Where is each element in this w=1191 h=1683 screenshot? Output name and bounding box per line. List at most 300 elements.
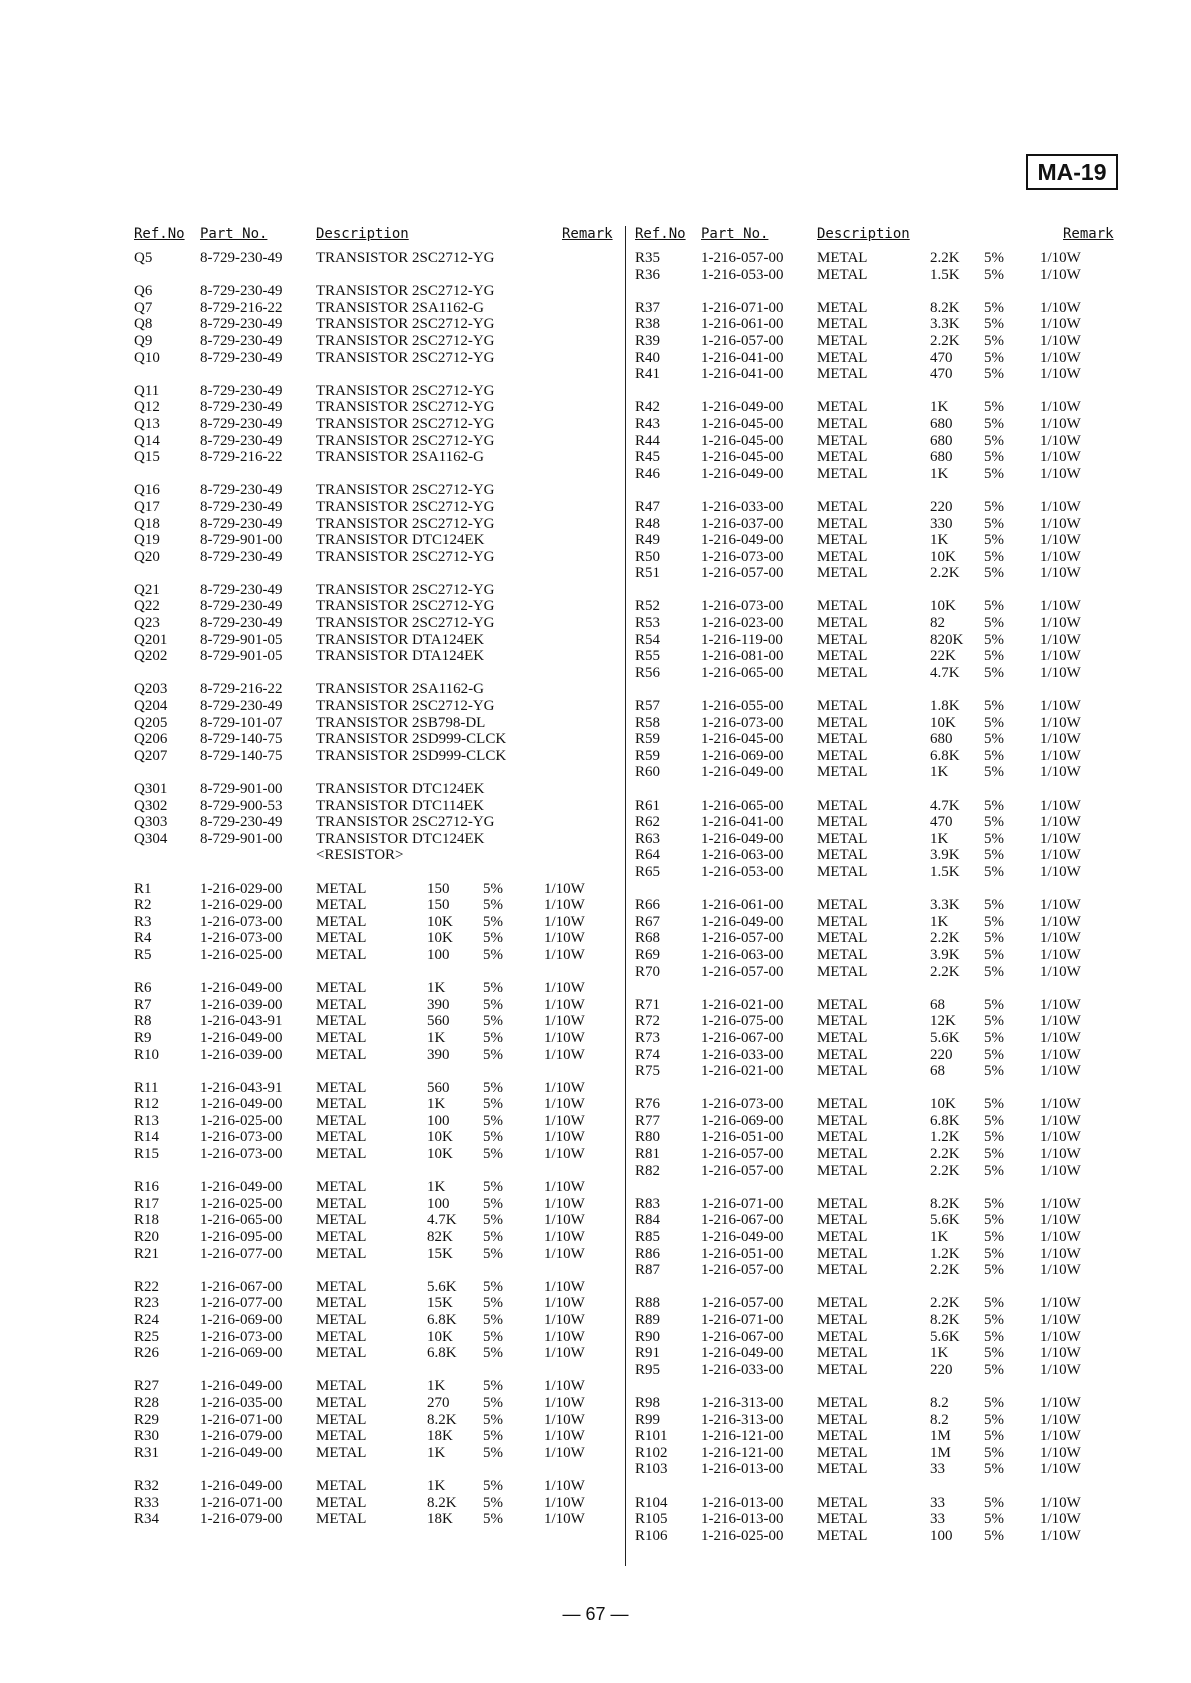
tolerance: 5% [483,1029,503,1046]
description: METAL [817,415,868,432]
description: METAL [817,548,868,565]
column-headers-left [134,226,612,250]
part-no: 1-216-023-00 [701,615,784,632]
part-no: 1-216-313-00 [701,1411,784,1428]
remark-wattage: 1/10W [544,1494,585,1511]
part-no: 8-729-230-49 [200,399,283,416]
part-group [134,881,612,964]
part-group [134,980,612,1063]
part-no: 1-216-053-00 [701,863,784,880]
table-row [635,1295,1115,1312]
description: METAL [316,1494,367,1511]
tolerance: 5% [483,1345,503,1362]
remark-wattage: 1/10W [1040,1162,1081,1179]
tolerance: 5% [984,863,1004,880]
tolerance: 5% [984,332,1004,349]
ref-no: Q204 [134,698,168,715]
remark-wattage: 1/10W [1040,664,1081,681]
description: METAL [817,946,868,963]
ref-no: Q9 [134,332,153,349]
description: METAL [316,1129,367,1146]
ref-no: R85 [635,1229,661,1246]
description: METAL [316,1411,367,1428]
part-no: 1-216-071-00 [701,1195,784,1212]
table-row [134,598,612,615]
resistance-value: 1K [930,1229,949,1246]
part-no: 1-216-079-00 [200,1511,283,1528]
tolerance: 5% [984,847,1004,864]
table-row [635,1428,1115,1445]
part-no: 8-729-230-49 [200,332,283,349]
resistance-value: 8.2K [427,1494,457,1511]
tolerance: 5% [984,316,1004,333]
part-no: 8-729-230-49 [200,432,283,449]
tolerance: 5% [984,250,1004,266]
ref-no: R90 [635,1328,661,1345]
tolerance: 5% [984,963,1004,980]
remark-wattage: 1/10W [544,897,585,914]
part-no: 1-216-049-00 [200,1378,283,1395]
description: TRANSISTOR 2SC2712-YG [316,598,495,615]
remark-wattage: 1/10W [1040,598,1081,615]
resistance-value: 150 [427,880,450,897]
part-no: 1-216-061-00 [701,897,784,914]
tolerance: 5% [483,1328,503,1345]
part-no: 1-216-071-00 [701,299,784,316]
table-row [635,499,1115,516]
part-group [134,582,612,665]
parts-list-left [134,226,612,1528]
part-no: 1-216-049-00 [200,1029,283,1046]
tolerance: 5% [984,814,1004,831]
ref-no: R14 [134,1129,160,1146]
table-row [134,1345,612,1362]
remark-wattage: 1/10W [544,1345,585,1362]
part-no: 1-216-057-00 [701,1162,784,1179]
table-row [134,615,612,632]
table-row [134,1013,612,1030]
part-group [134,1179,612,1262]
tolerance: 5% [483,1212,503,1229]
table-row [134,1113,612,1130]
ref-no: R91 [635,1345,661,1362]
description: METAL [817,1229,868,1246]
description: TRANSISTOR 2SC2712-YG [316,814,495,831]
part-no: 8-729-216-22 [200,299,283,316]
resistance-value: 22K [930,648,956,665]
description: METAL [316,1229,367,1246]
part-no: 1-216-077-00 [200,1295,283,1312]
part-no: 1-216-061-00 [701,316,784,333]
tolerance: 5% [984,1511,1004,1528]
remark-wattage: 1/10W [1040,299,1081,316]
table-row [635,333,1115,350]
table-row [134,300,612,317]
remark-wattage: 1/10W [1040,731,1081,748]
part-no: 1-216-021-00 [701,1063,784,1080]
part-no: 1-216-063-00 [701,847,784,864]
description: METAL [817,1195,868,1212]
ref-no: R59 [635,747,661,764]
ref-no: R1 [134,880,152,897]
part-no: 1-216-029-00 [200,897,283,914]
part-no: 1-216-013-00 [701,1511,784,1528]
tolerance: 5% [483,946,503,963]
ref-no: R33 [134,1494,160,1511]
header-remark: Remark [1063,226,1114,242]
description: METAL [817,349,868,366]
ref-no: R56 [635,664,661,681]
part-group [134,1378,612,1461]
description: METAL [817,764,868,781]
part-no: 1-216-033-00 [701,498,784,515]
remark-wattage: 1/10W [1040,1013,1081,1030]
ref-no: R6 [134,980,152,997]
description: TRANSISTOR 2SC2712-YG [316,399,495,416]
remark-wattage: 1/10W [544,1312,585,1328]
description: TRANSISTOR 2SC2712-YG [316,482,495,499]
resistance-value: 8.2 [930,1394,949,1411]
table-row [134,847,612,864]
resistance-value: 330 [930,515,953,532]
ref-no: R27 [134,1378,160,1395]
table-row [635,532,1115,549]
part-no: 1-216-069-00 [200,1345,283,1362]
remark-wattage: 1/10W [1040,498,1081,515]
ref-no: R23 [134,1295,160,1312]
description: METAL [316,1428,367,1445]
part-no: 8-729-230-49 [200,615,283,632]
part-no: 1-216-049-00 [200,980,283,997]
resistance-value: 2.2K [930,930,960,947]
table-row [134,1395,612,1412]
part-no: 1-216-077-00 [200,1245,283,1262]
table-row [635,433,1115,450]
ref-no: R48 [635,515,661,532]
description: TRANSISTOR 2SC2712-YG [316,581,495,598]
part-no: 1-216-073-00 [200,1146,283,1163]
part-no: 8-729-901-05 [200,648,283,665]
table-row [134,1378,612,1395]
table-row [134,1129,612,1146]
table-row [635,914,1115,931]
table-row [635,416,1115,433]
description: TRANSISTOR 2SC2712-YG [316,432,495,449]
tolerance: 5% [984,1029,1004,1046]
part-group [134,1279,612,1362]
part-no: 1-216-045-00 [701,731,784,748]
ref-no: R58 [635,714,661,731]
remark-wattage: 1/10W [1040,847,1081,864]
remark-wattage: 1/10W [1040,449,1081,466]
ref-no: R84 [635,1212,661,1229]
resistance-value: 1.2K [930,1245,960,1262]
remark-wattage: 1/10W [544,980,585,997]
column-headers-right [635,226,1115,250]
tolerance: 5% [984,1096,1004,1113]
part-no: 1-216-049-00 [701,1229,784,1246]
part-no: 1-216-057-00 [701,332,784,349]
tolerance: 5% [984,548,1004,565]
description: METAL [817,1112,868,1129]
resistance-value: 3.3K [930,316,960,333]
part-no: 1-216-069-00 [701,1112,784,1129]
tolerance: 5% [483,1295,503,1312]
resistance-value: 10K [427,913,453,930]
ref-no: Q301 [134,781,168,797]
table-row [635,1329,1115,1346]
resistance-value: 680 [930,432,953,449]
table-row [134,1146,612,1163]
description: METAL [316,1046,367,1063]
table-row [635,466,1115,483]
remark-wattage: 1/10W [1040,266,1081,283]
ref-no: R57 [635,698,661,715]
resistance-value: 1K [930,830,949,847]
part-no: 1-216-057-00 [701,1262,784,1279]
ref-no: R88 [635,1295,661,1312]
tolerance: 5% [984,747,1004,764]
part-group [134,283,612,366]
ref-no: Q14 [134,432,160,449]
table-row [635,1262,1115,1279]
resistance-value: 820K [930,631,964,648]
table-row [635,250,1115,267]
description: METAL [316,880,367,897]
tolerance: 5% [984,1345,1004,1362]
table-row [134,1030,612,1047]
remark-wattage: 1/10W [544,1146,585,1163]
description: METAL [817,731,868,748]
description: METAL [817,1361,868,1378]
part-no: 1-216-049-00 [200,1444,283,1461]
part-group [134,482,612,565]
table-row [635,1129,1115,1146]
description: TRANSISTOR DTC124EK [316,781,485,797]
ref-no: R102 [635,1444,668,1461]
resistance-value: 82 [930,615,945,632]
resistance-value: 2.2K [930,963,960,980]
description: METAL [817,897,868,914]
table-row [635,1345,1115,1362]
resistance-value: 3.9K [930,946,960,963]
part-no: 1-216-013-00 [701,1494,784,1511]
description: METAL [817,1411,868,1428]
part-no: 1-216-095-00 [200,1229,283,1246]
description: TRANSISTOR 2SC2712-YG [316,498,495,515]
ref-no: R103 [635,1461,668,1478]
ref-no: R21 [134,1245,160,1262]
description: TRANSISTOR 2SC2712-YG [316,283,495,300]
part-no: 1-216-039-00 [200,1046,283,1063]
part-no: 1-216-049-00 [701,764,784,781]
table-row [635,1528,1115,1545]
table-row [635,964,1115,981]
remark-wattage: 1/10W [544,1477,585,1494]
table-row [134,1196,612,1213]
description: METAL [316,1212,367,1229]
description: METAL [817,332,868,349]
description: METAL [817,465,868,482]
tolerance: 5% [984,465,1004,482]
part-no: 1-216-069-00 [701,747,784,764]
ref-no: Q10 [134,349,160,366]
ref-no: R89 [635,1312,661,1328]
tolerance: 5% [984,631,1004,648]
table-row [635,947,1115,964]
tolerance: 5% [984,764,1004,781]
ref-no: R44 [635,432,661,449]
remark-wattage: 1/10W [544,1229,585,1246]
table-row [635,897,1115,914]
description: TRANSISTOR 2SD999-CLCK [316,731,507,748]
ref-no: Q206 [134,731,168,748]
table-row [134,947,612,964]
ref-no: R80 [635,1129,661,1146]
ref-no: R66 [635,897,661,914]
description: METAL [817,1511,868,1528]
tolerance: 5% [984,1129,1004,1146]
tolerance: 5% [984,515,1004,532]
tolerance: 5% [984,1212,1004,1229]
resistance-value: 33 [930,1461,945,1478]
part-no: 1-216-067-00 [701,1328,784,1345]
part-no: 8-729-230-49 [200,482,283,499]
ref-no: R41 [635,366,661,383]
remark-wattage: 1/10W [544,1394,585,1411]
ref-no: Q12 [134,399,160,416]
remark-wattage: 1/10W [1040,1063,1081,1080]
part-no: 1-216-081-00 [701,648,784,665]
remark-wattage: 1/10W [1040,698,1081,715]
tolerance: 5% [984,1013,1004,1030]
ref-no: Q5 [134,250,153,266]
resistance-value: 10K [427,1146,453,1163]
part-no: 1-216-063-00 [701,946,784,963]
part-no: 1-216-121-00 [701,1444,784,1461]
resistance-value: 470 [930,349,953,366]
description: METAL [817,615,868,632]
ref-no: R31 [134,1444,160,1461]
part-no: 1-216-033-00 [701,1361,784,1378]
part-no: 1-216-013-00 [701,1461,784,1478]
description: METAL [817,714,868,731]
part-no: 1-216-057-00 [701,565,784,582]
description: TRANSISTOR 2SC2712-YG [316,615,495,632]
tolerance: 5% [984,498,1004,515]
description: METAL [817,1146,868,1163]
ref-no: Q13 [134,415,160,432]
description: TRANSISTOR 2SC2712-YG [316,382,495,399]
resistance-value: 1K [930,532,949,549]
resistance-value: 15K [427,1245,453,1262]
part-no: 1-216-057-00 [701,1146,784,1163]
ref-no: R5 [134,946,152,963]
remark-wattage: 1/10W [1040,432,1081,449]
remark-wattage: 1/10W [1040,415,1081,432]
remark-wattage: 1/10W [1040,946,1081,963]
remark-wattage: 1/10W [1040,1411,1081,1428]
table-row [635,715,1115,732]
resistance-value: 1.2K [930,1129,960,1146]
table-row [134,582,612,599]
table-row [635,1030,1115,1047]
table-row [635,1013,1115,1030]
part-no: 1-216-025-00 [200,946,283,963]
table-row [134,1428,612,1445]
tolerance: 5% [483,1112,503,1129]
ref-no: R40 [635,349,661,366]
part-no: 8-729-216-22 [200,449,283,466]
description: TRANSISTOR 2SC2712-YG [316,415,495,432]
resistance-value: 3.3K [930,897,960,914]
resistance-value: 12K [930,1013,956,1030]
tolerance: 5% [483,1096,503,1113]
table-row [134,1179,612,1196]
tolerance: 5% [984,664,1004,681]
resistance-value: 33 [930,1494,945,1511]
resistance-value: 1K [930,913,949,930]
remark-wattage: 1/10W [1040,515,1081,532]
tolerance: 5% [483,1146,503,1163]
description: METAL [817,399,868,416]
table-row [134,350,612,367]
part-group [635,997,1115,1080]
remark-wattage: 1/10W [1040,1112,1081,1129]
tolerance: 5% [984,1428,1004,1445]
ref-no: Q17 [134,498,160,515]
resistance-value: 68 [930,996,945,1013]
ref-no: R24 [134,1312,160,1328]
ref-no: R95 [635,1361,661,1378]
part-no: 1-216-071-00 [200,1494,283,1511]
description: METAL [817,1461,868,1478]
tolerance: 5% [984,1312,1004,1328]
remark-wattage: 1/10W [1040,1046,1081,1063]
remark-wattage: 1/10W [544,913,585,930]
ref-no: Q19 [134,532,160,549]
tolerance: 5% [984,299,1004,316]
remark-wattage: 1/10W [1040,250,1081,266]
ref-no: R47 [635,498,661,515]
table-row [635,665,1115,682]
tolerance: 5% [984,913,1004,930]
description: METAL [316,1245,367,1262]
part-no: 1-216-041-00 [701,814,784,831]
part-no: 1-216-073-00 [701,598,784,615]
description: METAL [817,1312,868,1328]
part-no: 1-216-071-00 [701,1312,784,1328]
ref-no: R46 [635,465,661,482]
resistance-value: 1K [427,1477,446,1494]
description: METAL [316,946,367,963]
resistance-value: 4.7K [427,1212,457,1229]
remark-wattage: 1/10W [1040,565,1081,582]
resistance-value: 6.8K [930,1112,960,1129]
part-no: 1-216-051-00 [701,1245,784,1262]
tolerance: 5% [984,1461,1004,1478]
ref-no: R61 [635,797,661,814]
resistance-value: 1M [930,1428,951,1445]
part-group [635,897,1115,980]
ref-no: Q7 [134,299,153,316]
part-no: 1-216-049-00 [701,532,784,549]
remark-wattage: 1/10W [1040,548,1081,565]
remark-wattage: 1/10W [1040,1361,1081,1378]
description: METAL [817,963,868,980]
remark-wattage: 1/10W [1040,830,1081,847]
resistance-value: 560 [427,1013,450,1030]
